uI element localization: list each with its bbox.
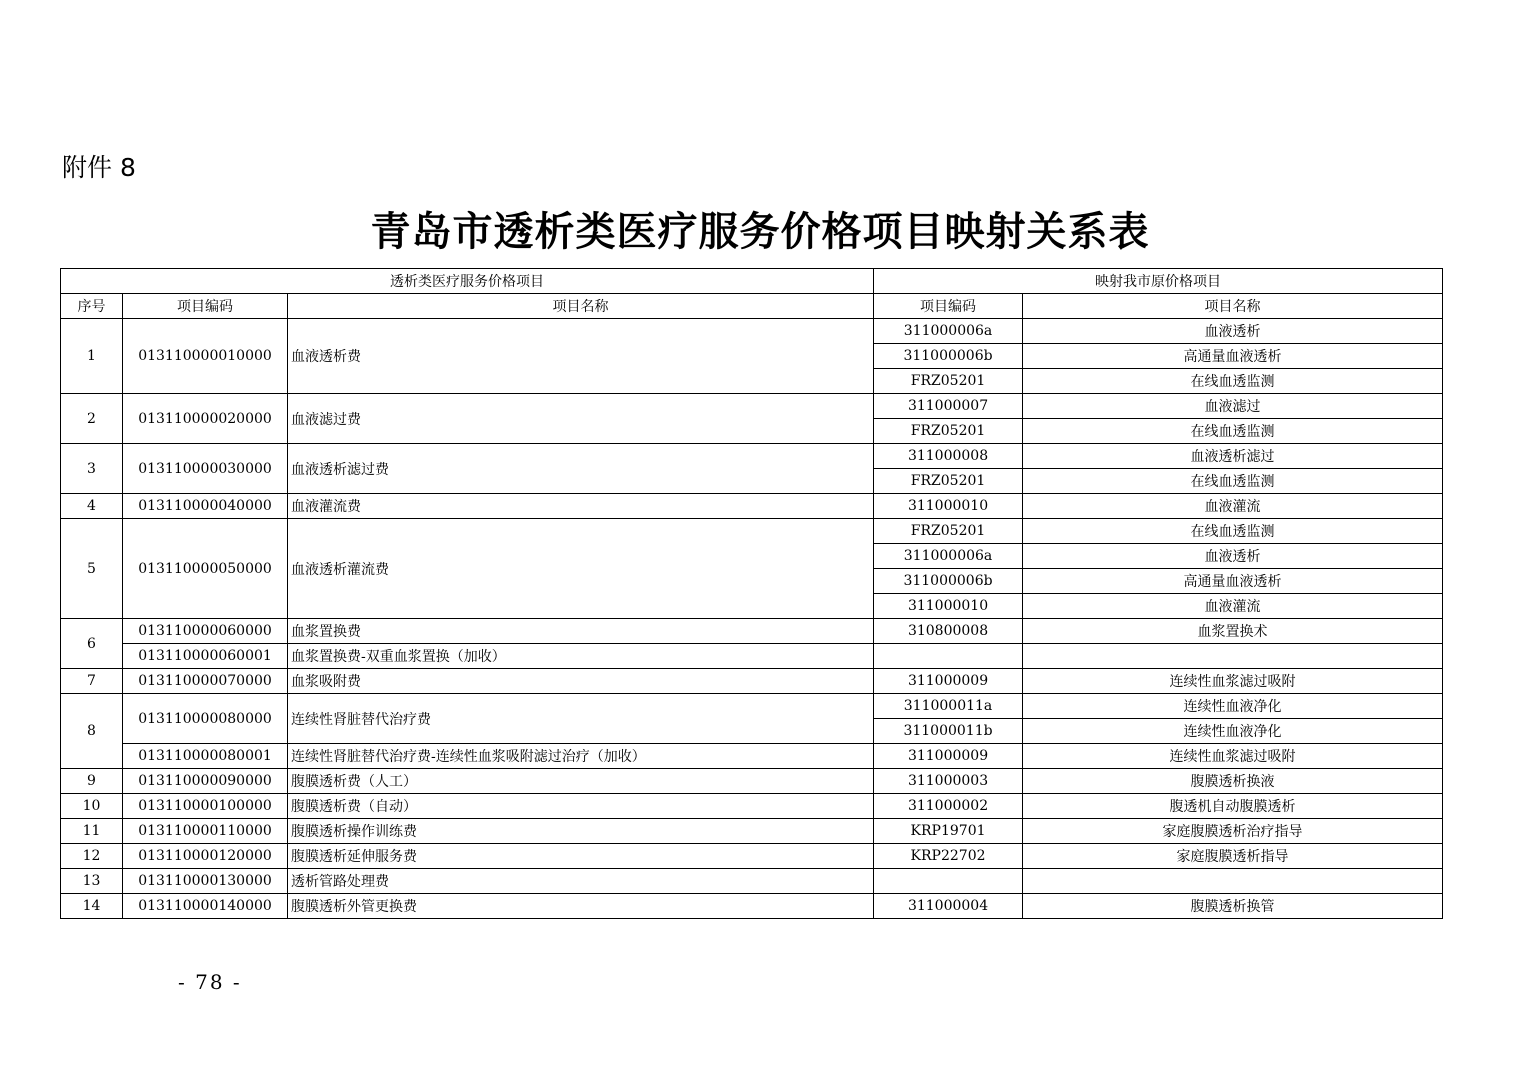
table-row bbox=[61, 794, 1443, 819]
item-name-cell: 血液透析灌流费 bbox=[288, 519, 874, 619]
orig-code-cell bbox=[874, 869, 1023, 894]
orig-name-cell: 在线血透监测 bbox=[1023, 419, 1443, 444]
item-name-cell: 血浆吸附费 bbox=[288, 669, 874, 694]
item-name-cell: 血浆置换费 bbox=[288, 619, 874, 644]
seq-cell: 13 bbox=[61, 869, 123, 894]
orig-name-cell: 家庭腹膜透析指导 bbox=[1023, 844, 1443, 869]
page-number: - 78 - bbox=[178, 970, 242, 994]
item-code-cell: 013110000010000 bbox=[123, 319, 288, 394]
column-header-orig-name: 项目名称 bbox=[1023, 294, 1443, 319]
orig-code-cell: FRZ05201 bbox=[874, 519, 1023, 544]
orig-code-cell: 311000008 bbox=[874, 444, 1023, 469]
item-name-cell: 腹膜透析外管更换费 bbox=[288, 894, 874, 919]
item-name-cell: 透析管路处理费 bbox=[288, 869, 874, 894]
item-code-cell: 013110000090000 bbox=[123, 769, 288, 794]
orig-name-cell: 在线血透监测 bbox=[1023, 469, 1443, 494]
seq-cell: 10 bbox=[61, 794, 123, 819]
item-name-cell: 腹膜透析费（自动） bbox=[288, 794, 874, 819]
orig-code-cell: 311000006a bbox=[874, 544, 1023, 569]
item-name-cell: 血液滤过费 bbox=[288, 394, 874, 444]
orig-code-cell: 311000006b bbox=[874, 569, 1023, 594]
table-row bbox=[61, 494, 1443, 519]
orig-name-cell: 血液灌流 bbox=[1023, 494, 1443, 519]
orig-name-cell: 连续性血浆滤过吸附 bbox=[1023, 744, 1443, 769]
item-code-cell: 013110000060000 bbox=[123, 619, 288, 644]
seq-cell: 12 bbox=[61, 844, 123, 869]
orig-name-cell: 血液透析滤过 bbox=[1023, 444, 1443, 469]
item-name-cell: 腹膜透析操作训练费 bbox=[288, 819, 874, 844]
orig-name-cell: 高通量血液透析 bbox=[1023, 344, 1443, 369]
orig-code-cell: 311000006a bbox=[874, 319, 1023, 344]
orig-code-cell: 311000006b bbox=[874, 344, 1023, 369]
seq-cell: 4 bbox=[61, 494, 123, 519]
item-name-cell: 血液透析滤过费 bbox=[288, 444, 874, 494]
orig-name-cell: 腹膜透析换管 bbox=[1023, 894, 1443, 919]
group-header-original: 映射我市原价格项目 bbox=[874, 269, 1443, 294]
orig-name-cell: 在线血透监测 bbox=[1023, 369, 1443, 394]
seq-cell: 9 bbox=[61, 769, 123, 794]
item-name-cell: 腹膜透析延伸服务费 bbox=[288, 844, 874, 869]
orig-name-cell: 高通量血液透析 bbox=[1023, 569, 1443, 594]
item-code-cell: 013110000110000 bbox=[123, 819, 288, 844]
item-code-cell: 013110000080000 bbox=[123, 694, 288, 744]
item-name-cell: 血浆置换费-双重血浆置换（加收） bbox=[288, 644, 874, 669]
orig-code-cell: 310800008 bbox=[874, 619, 1023, 644]
orig-name-cell bbox=[1023, 644, 1443, 669]
table-row bbox=[61, 894, 1443, 919]
item-name-cell: 腹膜透析费（人工） bbox=[288, 769, 874, 794]
orig-code-cell: FRZ05201 bbox=[874, 469, 1023, 494]
item-name-cell: 血液透析费 bbox=[288, 319, 874, 394]
group-header-dialysis: 透析类医疗服务价格项目 bbox=[61, 269, 874, 294]
attachment-label: 附件 8 bbox=[62, 153, 136, 182]
table-row bbox=[61, 694, 1443, 719]
orig-code-cell: 311000003 bbox=[874, 769, 1023, 794]
orig-code-cell: 311000007 bbox=[874, 394, 1023, 419]
orig-name-cell: 血液透析 bbox=[1023, 319, 1443, 344]
orig-code-cell bbox=[874, 644, 1023, 669]
seq-cell: 7 bbox=[61, 669, 123, 694]
orig-code-cell: 311000002 bbox=[874, 794, 1023, 819]
table-row bbox=[61, 769, 1443, 794]
seq-cell: 5 bbox=[61, 519, 123, 619]
item-code-cell: 013110000040000 bbox=[123, 494, 288, 519]
orig-name-cell bbox=[1023, 869, 1443, 894]
item-code-cell: 013110000050000 bbox=[123, 519, 288, 619]
seq-cell: 8 bbox=[61, 694, 123, 769]
orig-code-cell: 311000004 bbox=[874, 894, 1023, 919]
table-row bbox=[61, 444, 1443, 469]
item-name-cell: 血液灌流费 bbox=[288, 494, 874, 519]
item-name-cell: 连续性肾脏替代治疗费 bbox=[288, 694, 874, 744]
orig-name-cell: 连续性血液净化 bbox=[1023, 719, 1443, 744]
item-code-cell: 013110000130000 bbox=[123, 869, 288, 894]
seq-cell: 11 bbox=[61, 819, 123, 844]
table-row bbox=[61, 844, 1443, 869]
orig-name-cell: 在线血透监测 bbox=[1023, 519, 1443, 544]
orig-code-cell: KRP22702 bbox=[874, 844, 1023, 869]
orig-code-cell: 311000009 bbox=[874, 744, 1023, 769]
orig-code-cell: 311000009 bbox=[874, 669, 1023, 694]
orig-code-cell: 311000011a bbox=[874, 694, 1023, 719]
orig-name-cell: 血液透析 bbox=[1023, 544, 1443, 569]
seq-cell: 1 bbox=[61, 319, 123, 394]
column-header-seq: 序号 bbox=[61, 294, 123, 319]
item-code-cell: 013110000080001 bbox=[123, 744, 288, 769]
orig-name-cell: 血液滤过 bbox=[1023, 394, 1443, 419]
seq-cell: 14 bbox=[61, 894, 123, 919]
orig-name-cell: 血液灌流 bbox=[1023, 594, 1443, 619]
table-row bbox=[61, 644, 1443, 669]
orig-code-cell: 311000010 bbox=[874, 494, 1023, 519]
table-row bbox=[61, 394, 1443, 419]
orig-name-cell: 连续性血液净化 bbox=[1023, 694, 1443, 719]
seq-cell: 6 bbox=[61, 619, 123, 669]
mapping-table bbox=[60, 268, 1443, 919]
table-row bbox=[61, 519, 1443, 544]
orig-name-cell: 连续性血浆滤过吸附 bbox=[1023, 669, 1443, 694]
seq-cell: 3 bbox=[61, 444, 123, 494]
item-code-cell: 013110000100000 bbox=[123, 794, 288, 819]
orig-name-cell: 腹透机自动腹膜透析 bbox=[1023, 794, 1443, 819]
item-code-cell: 013110000060001 bbox=[123, 644, 288, 669]
orig-name-cell: 血浆置换术 bbox=[1023, 619, 1443, 644]
orig-code-cell: KRP19701 bbox=[874, 819, 1023, 844]
table-row bbox=[61, 744, 1443, 769]
orig-code-cell: 311000011b bbox=[874, 719, 1023, 744]
table-row bbox=[61, 869, 1443, 894]
item-code-cell: 013110000120000 bbox=[123, 844, 288, 869]
column-header-name: 项目名称 bbox=[288, 294, 874, 319]
table-row bbox=[61, 619, 1443, 644]
orig-code-cell: FRZ05201 bbox=[874, 419, 1023, 444]
document-title: 青岛市透析类医疗服务价格项目映射关系表 bbox=[370, 208, 1150, 255]
orig-name-cell: 家庭腹膜透析治疗指导 bbox=[1023, 819, 1443, 844]
table-body bbox=[61, 319, 1443, 919]
orig-code-cell: FRZ05201 bbox=[874, 369, 1023, 394]
table-row bbox=[61, 669, 1443, 694]
item-name-cell: 连续性肾脏替代治疗费-连续性血浆吸附滤过治疗（加收） bbox=[288, 744, 874, 769]
item-code-cell: 013110000070000 bbox=[123, 669, 288, 694]
column-header-orig-code: 项目编码 bbox=[874, 294, 1023, 319]
table-row bbox=[61, 319, 1443, 344]
item-code-cell: 013110000020000 bbox=[123, 394, 288, 444]
table-row bbox=[61, 819, 1443, 844]
item-code-cell: 013110000140000 bbox=[123, 894, 288, 919]
item-code-cell: 013110000030000 bbox=[123, 444, 288, 494]
seq-cell: 2 bbox=[61, 394, 123, 444]
orig-code-cell: 311000010 bbox=[874, 594, 1023, 619]
column-header-code: 项目编码 bbox=[123, 294, 288, 319]
orig-name-cell: 腹膜透析换液 bbox=[1023, 769, 1443, 794]
